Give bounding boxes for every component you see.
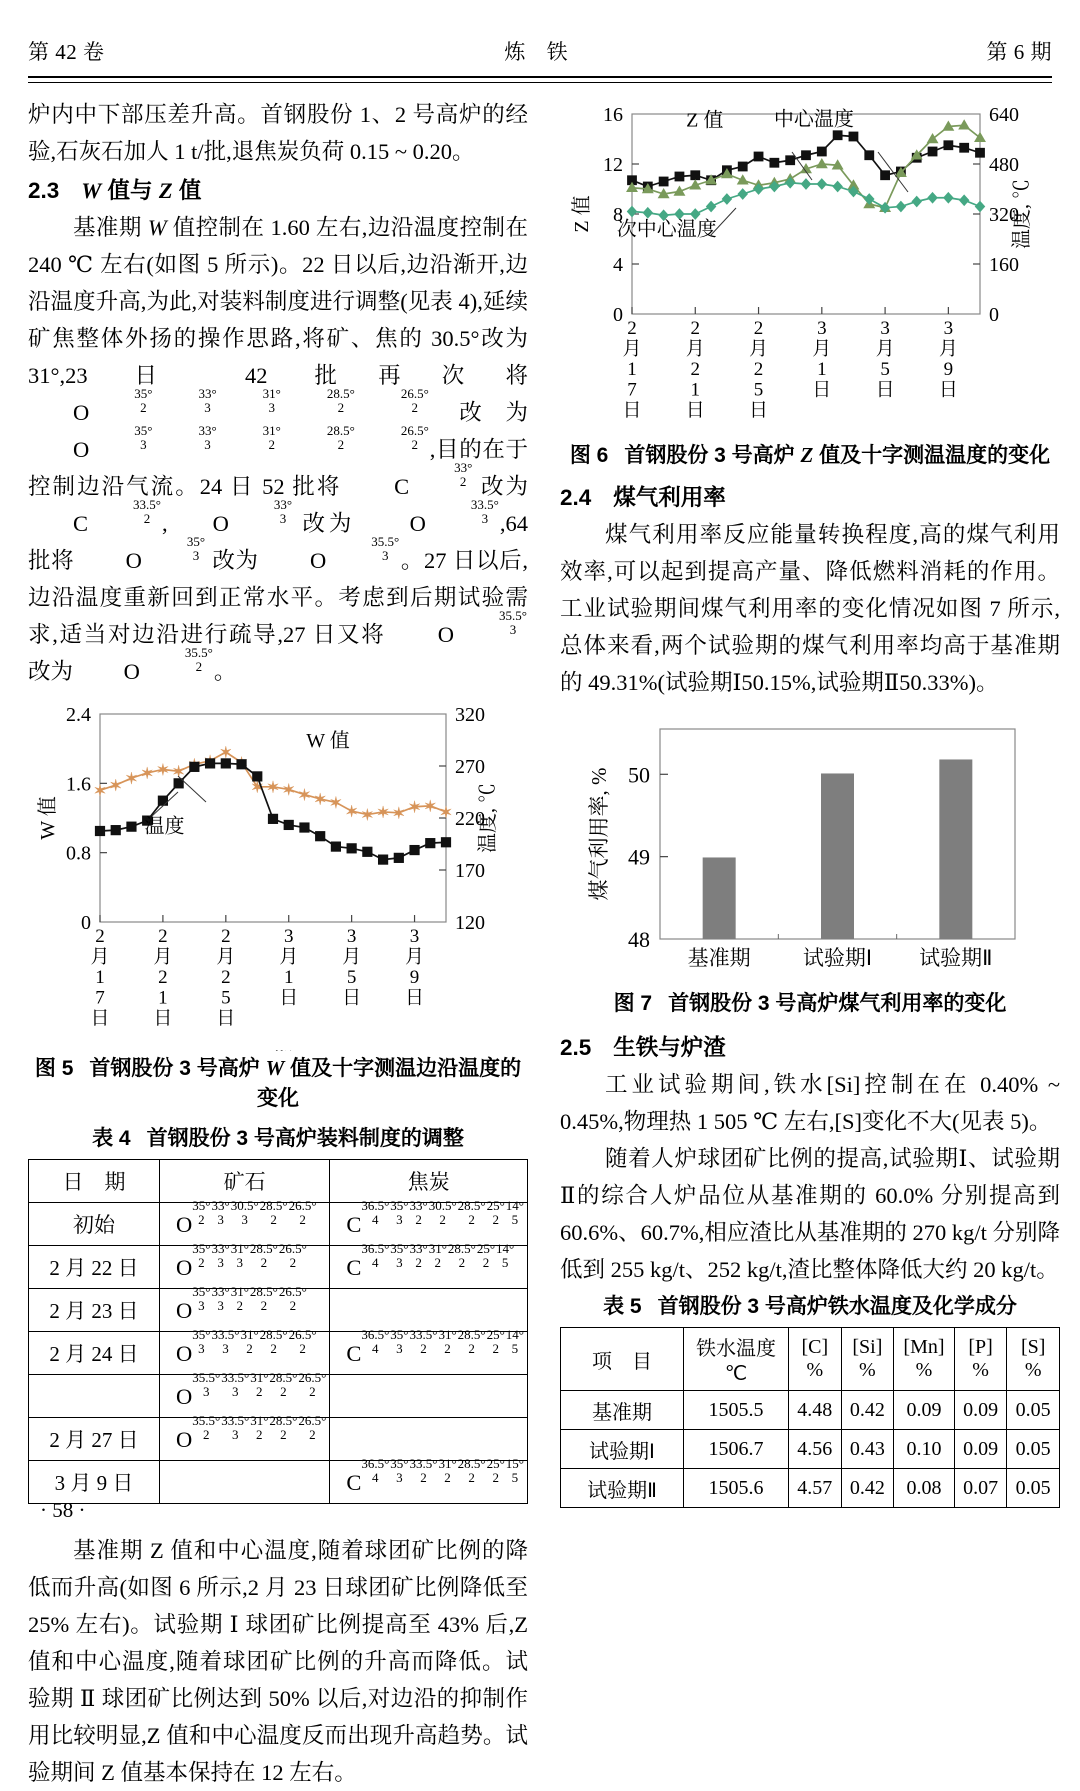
svg-text:5: 5 (753, 379, 764, 401)
svg-text:日: 日 (216, 1008, 236, 1029)
fig7-cap: 首钢股份 3 号高炉煤气利用率的变化 (668, 992, 1007, 1015)
section-title-mid: 值与 (101, 178, 159, 203)
paragraph-2-3: 基准期 W 值控制在 1.60 左右,边沿温度控制在 240 ℃ 左右(如图 5 所示)。22 日以后,边沿渐开,边沿温度升高,为此,对装料制度进行调整(见表 4),延续矿焦整体外扬的操作思路,将矿、焦的 30.5°改为 31°,23 日 42 批再次将 O 35° 2 33° 3 31° 3 28.5° 2 26.5° 2 改为 O 35° 3 33° 3 31° 2 28.5° 2 26.5° 2 ,目的在于控制边沿气流。24 日 52 批将 C 33° 2 改为 C 33.5° 2 , O 33° 3 改为 O 33.5° 3 ,64 批将 O 35° 3 改为 O 35.5° 3 。27 日以后,边沿温度重新回到正常水平。考虑到后期试验需求,适当对边沿进行疏导,27 日又将 O 35.5° 3 改为 O 35.5° 2 。 (28, 209, 528, 690)
figure-5-caption (28, 1053, 528, 1114)
chem-formula: C 36.5° 4 35° 3 33.5° 2 31° 2 28.5° 2 25° 2 14° 5 (346, 1326, 524, 1366)
svg-text:1.6: 1.6 (66, 773, 91, 796)
svg-text:320: 320 (455, 704, 485, 726)
svg-text:日: 日 (405, 987, 425, 1009)
paragraph-2-5-a: 工业试验期间,铁水[Si]控制在在 0.40% ~ 0.45%,物理热 1 505 ℃ 左右,[S]变化不大(见表 5)。 (560, 1072, 1060, 1134)
svg-text:日: 日 (938, 379, 958, 401)
chem-formula: C 36.5° 4 35° 3 33° 2 31° 2 28.5° 2 25° 2 14° 5 (346, 1240, 515, 1280)
figure-6-chart (560, 96, 1060, 436)
svg-text:月: 月 (342, 946, 362, 968)
svg-text:中心温度: 中心温度 (773, 108, 854, 131)
table4-cell-coke (330, 1418, 528, 1461)
svg-text:月: 月 (216, 946, 236, 968)
table-4-caption (28, 1124, 528, 1154)
table-row (29, 1461, 528, 1504)
svg-text:160: 160 (989, 254, 1019, 276)
svg-text:9: 9 (943, 359, 954, 380)
svg-text:试验期Ⅰ: 试验期Ⅰ (802, 946, 873, 970)
table4-cell-ore (160, 1369, 330, 1418)
p23-d: 改为 (429, 400, 528, 425)
p23-c: 值控制在 1.60 左右,边沿温度控制在 240 ℃ 左右(如图 5 所示)。22 日以后,边沿渐开,边沿温度升高,为此,对装料制度进行调整(见表 4),延续矿焦整体外扬的操作思路,将矿、焦的 30.5°改为 31°,23 日 42 批再次将 (28, 215, 528, 388)
header-volume: 第 42 卷 (28, 40, 105, 64)
svg-text:1: 1 (95, 967, 105, 988)
svg-text:50: 50 (628, 762, 650, 788)
right-column (560, 96, 1060, 1508)
svg-text:日: 日 (90, 1008, 110, 1029)
svg-text:月: 月 (938, 338, 958, 360)
tab5-cap: 首钢股份 3 号高炉铁水温度及化学成分 (657, 1295, 1017, 1318)
svg-text:月: 月 (153, 946, 173, 968)
table4-header-date: 日 期 (29, 1160, 160, 1203)
svg-text:月: 月 (812, 338, 832, 360)
svg-text:2.4: 2.4 (66, 704, 91, 726)
section-heading-2-5 (560, 1029, 1060, 1066)
svg-text:W 值: W 值 (306, 729, 350, 752)
svg-text:9: 9 (409, 967, 420, 988)
svg-text:日: 日 (342, 987, 362, 1009)
chem-c2-33: C 33° 2 (394, 460, 473, 499)
table-row-header (29, 1160, 528, 1203)
svg-text:480: 480 (989, 154, 1019, 176)
fig6-cap-z: Z (800, 443, 814, 467)
table-row (29, 1246, 528, 1289)
fig7-label: 图 7 (613, 992, 653, 1015)
svg-text:3: 3 (817, 318, 827, 339)
svg-text:5: 5 (346, 967, 357, 988)
table-4 (28, 1159, 528, 1504)
tab4-label: 表 4 (92, 1127, 131, 1150)
svg-text:640: 640 (989, 104, 1019, 126)
svg-text:温度, ℃: 温度, ℃ (477, 783, 499, 853)
chem-formula: O 35° 3 33.5° 3 31° 2 28.5° 2 26.5° 2 (176, 1326, 317, 1366)
svg-text:月: 月 (90, 946, 110, 968)
chem-formula: O 35° 3 33° 3 31° 2 28.5° 2 26.5° 2 (176, 1283, 307, 1323)
table5-header-col: 铁水温度 ℃ (684, 1328, 789, 1391)
svg-text:日: 日 (875, 379, 895, 401)
p23-i: 改为 (206, 548, 266, 573)
table-row-header (561, 1328, 1060, 1391)
table5-cell: 0.42 (841, 1469, 894, 1508)
chem-o2-a: O 35° 2 33° 3 31° 3 28.5° 2 26.5° 2 (73, 386, 429, 425)
svg-text:48: 48 (628, 927, 650, 952)
figure-6-caption (560, 440, 1060, 471)
p23-k: 改为 (28, 659, 79, 684)
svg-text:日: 日 (622, 400, 642, 421)
chem-o3-355: O 35.5° 3 (310, 534, 400, 573)
p23-a: 基准期 (73, 215, 148, 240)
svg-text:1: 1 (627, 359, 637, 380)
svg-text:温度, ℃: 温度, ℃ (1011, 179, 1033, 249)
svg-text:次中心温度: 次中心温度 (616, 218, 717, 241)
svg-text:2: 2 (158, 967, 168, 988)
paragraph-2-5-b: 随着人炉球团矿比例的提高,试验期Ⅰ、试验期Ⅱ的综合人炉品位从基准期的 60.0% 分别提高到 60.6%、60.7%,相应渣比从基准期的 270 kg/t 分别降低到 255 kg/t、252 kg/t,渣比整体降低大约 20 kg/t。 (560, 1146, 1060, 1282)
svg-text:月: 月 (622, 338, 642, 360)
svg-text:1: 1 (158, 987, 168, 1009)
svg-text:1: 1 (817, 359, 827, 380)
svg-text:2: 2 (690, 359, 701, 380)
table5-cell: 试验期Ⅱ (561, 1469, 684, 1508)
p23-l: 。 (213, 659, 237, 684)
section-title-25: 生铁与炉渣 (613, 1035, 726, 1060)
svg-text:1: 1 (283, 967, 294, 988)
svg-text:Z 值: Z 值 (686, 109, 724, 132)
fig5-cap-b: 值及十字测温边沿温度的变化 (257, 1057, 522, 1110)
table4-cell-coke (330, 1289, 528, 1332)
paragraph-z-value: 基准期 Z 值和中心温度,随着球团矿比例的降低而升高(如图 6 所示,2 月 23 日球团矿比例降低至 25% 左右)。试验期 Ⅰ 球团矿比例提高至 43% 后,Z 值和中心温度,随着球团矿比例的升高而降低。试验期 Ⅱ 球团矿比例达到 50% 以后,对边沿的抑制作用比较明显,Z 值和中心温度反而出现升高趋势。试验期间 Z 值基本保持在 12 左右。 (28, 1538, 528, 1785)
table5-header-col: [S] % (1007, 1328, 1060, 1391)
svg-text:3: 3 (409, 926, 420, 947)
svg-text:170: 170 (455, 860, 485, 882)
header-rule-thick (28, 76, 1052, 78)
table-row (29, 1418, 528, 1461)
left-column (28, 96, 528, 1791)
chem-o3-335: O 33.5° 3 (409, 497, 499, 536)
svg-text:4: 4 (613, 254, 623, 276)
table4-header-ore: 矿石 (160, 1160, 330, 1203)
svg-text:3: 3 (880, 318, 890, 339)
table4-cell-ore (160, 1326, 330, 1375)
chem-o2-355: O 35.5° 2 (123, 645, 213, 684)
svg-text:2: 2 (221, 967, 231, 988)
chem-formula: O 35° 2 33° 3 30.5° 3 28.5° 2 26.5° 2 (176, 1197, 317, 1237)
svg-text:2: 2 (627, 318, 637, 339)
section-number-24: 2.4 (560, 485, 592, 510)
svg-text:270: 270 (455, 756, 485, 778)
svg-text:2: 2 (753, 318, 764, 339)
figure-5-chart (28, 696, 528, 1051)
svg-text:16: 16 (603, 104, 623, 126)
table5-cell: 0.42 (841, 1391, 894, 1430)
p23-h: ,64 批将 (28, 511, 528, 573)
svg-text:49: 49 (628, 844, 650, 870)
svg-text:月: 月 (685, 338, 705, 360)
table4-cell-date: 2 月 24 日 (29, 1332, 160, 1375)
table5-cell: 0.05 (1007, 1430, 1060, 1469)
p23-f: 改为 (473, 474, 528, 499)
table4-cell-coke (330, 1197, 528, 1246)
table5-header-col: [Si] % (841, 1328, 894, 1391)
table4-cell-coke (330, 1455, 528, 1504)
section-title-w: W (81, 178, 102, 203)
chem-o3-35: O 35° 3 (125, 534, 206, 573)
svg-text:5: 5 (221, 987, 231, 1009)
table5-cell: 0.10 (894, 1430, 955, 1469)
fig5-cap-a: 首钢股份 3 号高炉 (89, 1057, 266, 1080)
table5-cell: 1506.7 (684, 1430, 789, 1469)
svg-text:8: 8 (613, 204, 623, 226)
table5-cell: 0.09 (954, 1430, 1007, 1469)
table5-cell: 0.09 (954, 1391, 1007, 1430)
section-number: 2.3 (28, 178, 60, 203)
table4-cell-date: 2 月 22 日 (29, 1246, 160, 1289)
chem-o3-355b: O 35.5° 3 (437, 608, 527, 647)
table5-cell: 4.48 (789, 1391, 842, 1430)
fig5-svg (28, 696, 528, 1051)
table-row (29, 1332, 528, 1375)
section-number-25: 2.5 (560, 1035, 592, 1060)
table5-cell: 4.57 (789, 1469, 842, 1508)
svg-text:3: 3 (346, 926, 357, 947)
fig5-cap-w: W (265, 1056, 285, 1080)
svg-text:3: 3 (283, 926, 294, 947)
svg-text:W 值: W 值 (37, 796, 59, 840)
chem-formula: C 36.5° 4 35° 3 33.5° 2 31° 2 28.5° 2 25° 2 15° 5 (346, 1455, 524, 1495)
section-title-24: 煤气利用率 (613, 485, 726, 510)
svg-text:2: 2 (158, 926, 168, 947)
p23-j: 。27 日以后,边沿温度重新回到正常水平。考虑到后期试验需求,适当对边沿进行疏导,27 日又将 (28, 548, 528, 647)
page-header (28, 36, 1052, 70)
section-heading-2-4 (560, 479, 1060, 516)
svg-text:日: 日 (685, 400, 705, 421)
chem-formula: O 35.5° 2 33.5° 3 31° 2 28.5° 2 26.5° 2 (176, 1412, 327, 1452)
paragraph-continuation: 炉内中下部压差升高。首钢股份 1、2 号高炉的经验,石灰石加人 1 t/批,退焦炭负荷 0.15 ~ 0.20。 (28, 102, 528, 164)
table5-header-col: [P] % (954, 1328, 1007, 1391)
table5-cell: 试验期Ⅰ (561, 1430, 684, 1469)
table5-cell: 0.09 (894, 1391, 955, 1430)
svg-text:Z 值: Z 值 (571, 195, 593, 233)
fig6-svg (560, 96, 1060, 436)
paragraph-2-4: 煤气利用率反应能量转换程度,高的煤气利用效率,可以起到提高产量、降低燃料消耗的作用。工业试验期间煤气利用率的变化情况如图 7 所示,总体来看,两个试验期的煤气利用率均高于基准期的 49.31%(试验期Ⅰ50.15%,试验期Ⅱ50.33%)。 (560, 522, 1060, 695)
svg-text:煤气利用率, %: 煤气利用率, % (587, 767, 611, 901)
table-row (29, 1289, 528, 1332)
fig6-cap-a: 首钢股份 3 号高炉 (624, 444, 801, 467)
svg-text:0: 0 (613, 304, 623, 326)
table4-cell-coke (330, 1326, 528, 1375)
table4-cell-date: 初始 (29, 1203, 160, 1246)
svg-text:月: 月 (875, 338, 895, 360)
svg-text:2: 2 (690, 318, 701, 339)
svg-text:2: 2 (221, 926, 231, 947)
table4-header-coke: 焦炭 (330, 1160, 528, 1203)
table4-cell-date: 3 月 9 日 (29, 1461, 160, 1504)
svg-text:220: 220 (455, 808, 485, 830)
svg-text:120: 120 (455, 912, 485, 934)
table-row (561, 1469, 1060, 1508)
svg-text:2: 2 (95, 926, 105, 947)
svg-text:试验期Ⅱ: 试验期Ⅱ (919, 946, 993, 970)
svg-text:日: 日 (279, 987, 299, 1009)
svg-text:日: 日 (812, 379, 832, 401)
figure-7-chart (560, 707, 1060, 987)
p23-w-italic: W (147, 215, 167, 240)
table4-cell-ore (160, 1197, 330, 1246)
table5-cell: 0.05 (1007, 1391, 1060, 1430)
header-journal-title: 炼 铁 (504, 40, 576, 64)
p23-g: 改为 (293, 511, 365, 536)
chem-formula: O 35.5° 3 33.5° 3 31° 2 28.5° 2 26.5° 2 (176, 1369, 327, 1409)
table5-header-col: [C] % (789, 1328, 842, 1391)
svg-text:月: 月 (279, 946, 299, 968)
section-title-z: Z (158, 178, 173, 203)
fig5-label: 图 5 (34, 1057, 74, 1080)
table5-cell: 1505.6 (684, 1469, 789, 1508)
table5-header-col: [Mn] % (894, 1328, 955, 1391)
fig6-cap-b: 值及十字测温温度的变化 (813, 444, 1051, 467)
table4-cell-ore (160, 1412, 330, 1461)
tab5-label: 表 5 (603, 1295, 642, 1318)
chem-o3-33: O 33° 3 (212, 497, 293, 536)
table4-cell-ore (160, 1240, 330, 1289)
table4-cell-date: 2 月 27 日 (29, 1418, 160, 1461)
table-row (561, 1430, 1060, 1469)
fig6-label: 图 6 (569, 444, 609, 467)
fig7-svg (560, 707, 1060, 987)
svg-text:12: 12 (603, 154, 623, 176)
header-rule-thin (28, 82, 1052, 83)
svg-text:日期 (253, 1049, 293, 1051)
table5-cell: 基准期 (561, 1391, 684, 1430)
table5-cell: 0.08 (894, 1469, 955, 1508)
chem-o3-a: O 35° 3 33° 3 31° 2 28.5° 2 26.5° 2 (73, 423, 429, 462)
svg-text:月: 月 (749, 338, 769, 360)
svg-text:1: 1 (690, 379, 701, 401)
svg-text:0: 0 (989, 304, 999, 326)
tab4-cap: 首钢股份 3 号高炉装料制度的调整 (146, 1127, 464, 1150)
header-issue: 第 6 期 (986, 40, 1052, 64)
table5-header-item: 项 目 (561, 1328, 684, 1391)
table5-cell: 1505.5 (684, 1391, 789, 1430)
svg-text:7: 7 (95, 987, 105, 1009)
table-row (29, 1375, 528, 1418)
svg-text:基准期: 基准期 (687, 946, 751, 970)
table4-cell-date (29, 1375, 160, 1418)
table5-cell: 0.07 (954, 1469, 1007, 1508)
svg-text:5: 5 (880, 359, 890, 380)
table-row (29, 1203, 528, 1246)
chem-formula: C 36.5° 4 35° 3 33° 2 30.5° 2 28.5° 2 25° 2 14° 5 (346, 1197, 524, 1237)
table-5 (560, 1327, 1060, 1508)
figure-7-caption (560, 989, 1060, 1019)
table5-cell: 4.56 (789, 1430, 842, 1469)
svg-text:3: 3 (943, 318, 954, 339)
section-heading-2-3 (28, 172, 528, 209)
svg-text:温度: 温度 (144, 815, 185, 838)
table5-cell: 0.43 (841, 1430, 894, 1469)
table4-cell-date: 2 月 23 日 (29, 1289, 160, 1332)
page-number: · 58 · (40, 1498, 86, 1522)
chem-c2-335: C 33.5° 2 (73, 497, 161, 536)
svg-text:日: 日 (153, 1008, 173, 1029)
p23-e: ,目的在于控制边沿气流。24 日 52 批将 (28, 437, 528, 499)
table-5-caption (560, 1292, 1060, 1322)
svg-text:0: 0 (81, 912, 91, 934)
svg-text:0.8: 0.8 (66, 842, 91, 865)
table5-cell: 0.05 (1007, 1469, 1060, 1508)
table4-cell-coke (330, 1240, 528, 1289)
table4-cell-ore (160, 1461, 330, 1504)
chem-formula: O 35° 2 33° 3 31° 3 28.5° 2 26.5° 2 (176, 1240, 307, 1280)
table4-cell-ore (160, 1283, 330, 1332)
svg-text:7: 7 (627, 379, 637, 401)
svg-text:日: 日 (749, 400, 769, 421)
table-row (561, 1391, 1060, 1430)
table4-cell-coke (330, 1375, 528, 1418)
svg-text:320: 320 (989, 204, 1019, 226)
svg-text:2: 2 (753, 359, 764, 380)
section-title-end: 值 (172, 178, 202, 203)
svg-text:月: 月 (405, 946, 425, 968)
